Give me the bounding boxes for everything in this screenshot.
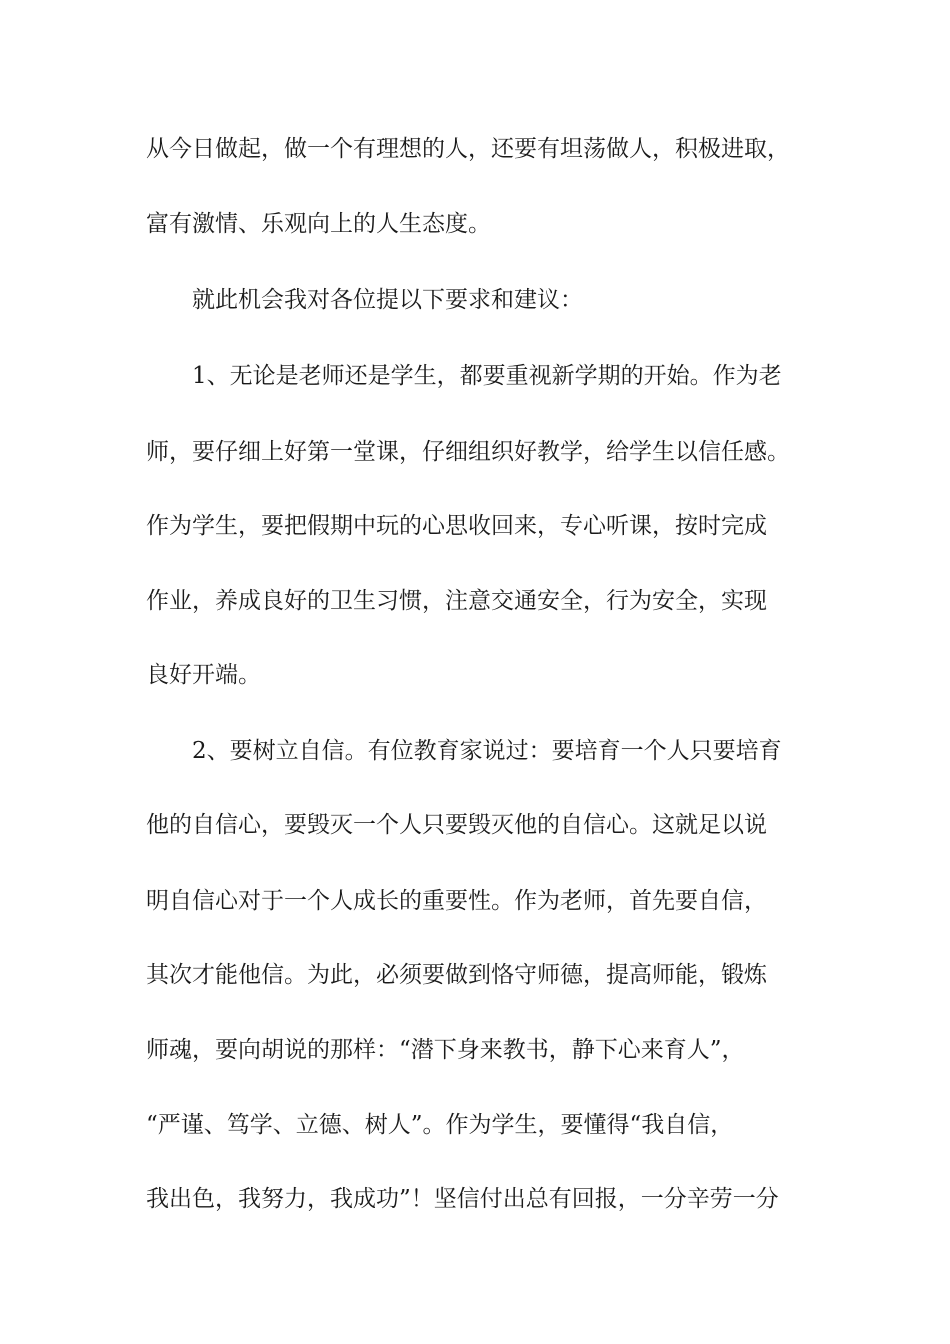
text-line-1: 从今日做起，做一个有理想的人，还要有坦荡做人，积极进取， (146, 136, 790, 162)
text-line-15: 我出色，我努力，我成功”！坚信付出总有回报，一分辛劳一分 (146, 1186, 779, 1212)
text-line-11: 明自信心对于一个人成长的重要性。作为老师，首先要自信， (146, 888, 767, 914)
text-line-4: 1、无论是老师还是学生，都要重视新学期的开始。作为老 (192, 363, 782, 389)
text-line-10: 他的自信心，要毁灭一个人只要毁灭他的自信心。这就足以说 (146, 812, 767, 838)
text-line-3: 就此机会我对各位提以下要求和建议： (192, 287, 583, 313)
text-line-2: 富有激情、乐观向上的人生态度。 (146, 211, 491, 237)
text-line-9: 2、要树立自信。有位教育家说过：要培育一个人只要培育 (192, 738, 782, 764)
text-line-14: “严谨、笃学、立德、树人”。作为学生，要懂得“我自信， (146, 1112, 734, 1138)
text-line-6: 作为学生，要把假期中玩的心思收回来，专心听课，按时完成 (146, 513, 767, 539)
text-line-13: 师魂，要向胡说的那样：“潜下身来教书，静下心来育人”， (146, 1037, 745, 1063)
text-line-7: 作业，养成良好的卫生习惯，注意交通安全，行为安全，实现 (146, 588, 767, 614)
text-line-5: 师，要仔细上好第一堂课，仔细组织好教学，给学生以信任感。 (146, 439, 790, 465)
text-line-8: 良好开端。 (146, 662, 261, 688)
text-line-12: 其次才能他信。为此，必须要做到恪守师德，提高师能，锻炼 (146, 962, 767, 988)
